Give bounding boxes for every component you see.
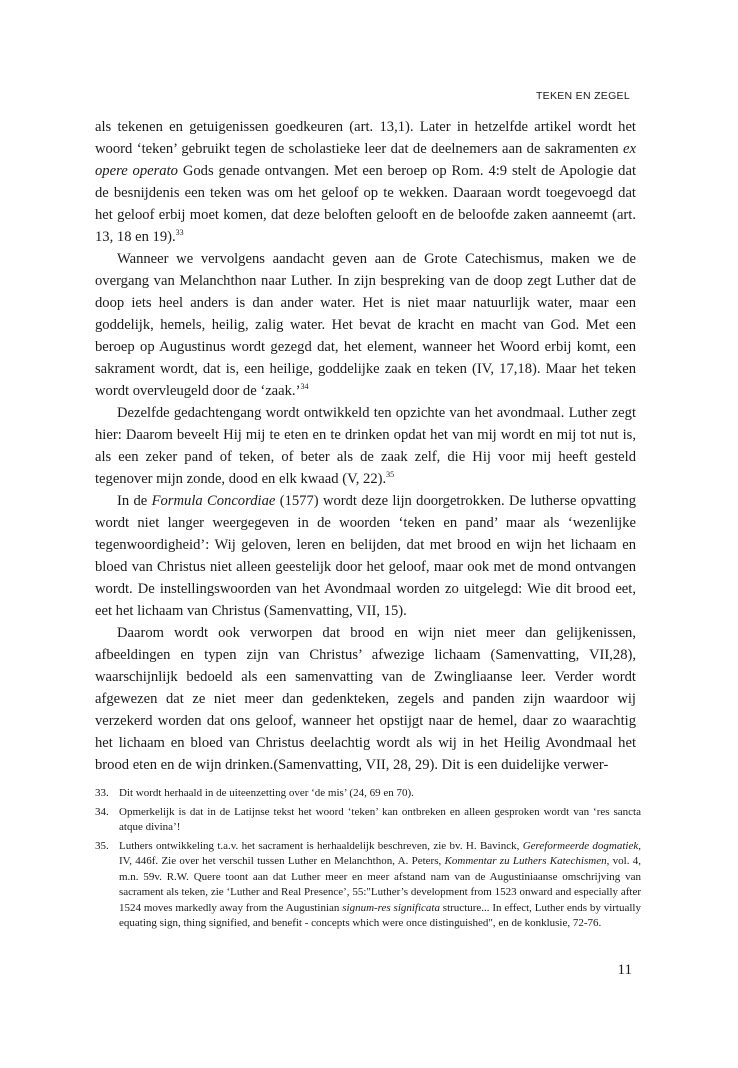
paragraph-3: Dezelfde gedachtengang wordt ontwikkeld ten opzichte van het avondmaal. Luther zegt hier: Daarom beveelt Hij mij te eten en te drinken opdat het van mij wordt en mij tot nut is, als een zeker pand of teken, of beter als de zaak zelf, die Hij voor mij heeft gesteld tegenover mijn zonde, dood en elk kwaad (V, 22).$^{35}$ [95,405,636,487]
footnote-ref-33: 33 [175,228,184,238]
footnotes [95,786,641,935]
footnote-number: 33. [95,787,109,799]
footnote-number: 35. [95,839,109,852]
paragraph-4: In de Formula Concordiae (1577) wordt deze lijn doorgetrokken. De lutherse opvatting wordt niet langer weergegeven in de woorden ‘teken en pand’ maar als ‘wezenlijke tegenwoordigheid’: Wij geloven, leren en belijden, dat met brood en wijn het lichaam en bloed van Christus niet alleen geestelijk door het geloof, maar ook met de mond ontvangen wordt. De instellingswoorden van het Avondmaal worden zo uitgelegd: Wie dit brood eet, eet het lichaam van Christus (Samenvatting, VII, 15). [95,493,636,619]
footnote-35 [95,839,641,932]
paragraph-1: als tekenen en getuigenissen goedkeuren (art. 13,1). Later in hetzelfde artikel wordt het woord ‘teken’ gebruikt tegen de scholastieke leer dat de deelnemers aan de sakramenten ex opere operato Gods genade ontvangen. Met een beroep op Rom. 4:9 stelt de Apologie dat de besnijdenis een teken was om het geloof op te wekken. Daaraan wordt toegevoegd dat het geloof erbij moet komen, dat deze beloften gelooft en de beloofde zaken aanneemt (art. 13, 18 en 19).$^{33}$ [95,119,637,245]
footnote-33 [95,786,641,802]
running-header: TEKEN EN ZEGEL [535,90,630,102]
footnote-text: Opmerkelijk is dat in de Latijnse tekst het woord ‘teken’ kan ontbreken en alleen gesproken wordt van ‘res sancta atque divina’! [119,805,641,833]
body-text [95,116,636,776]
footnote-text: Luthers ontwikkeling t.a.v. het sacrament is herhaaldelijk beschreven, zie bv. H. Bavinck, Gereformeerde dogmatiek, IV, 446f. Zie over het verschil tussen Luther en Melanchthon, A. Peters, Kommentar zu Luthers Katechismen, vol. 4, m.n. 59v. R.W. Quere toont aan dat Luther meer en meer afstand nam van de Augustiniaanse omschrijving van sacrament als teken, zie ‘Luther and Real Presence’, 55:"Luther’s development from 1523 onward and especially after 1524 moves markedly away from the Augustinian signum-res significata structure... In effect, Luther ends by virtually equating sign, thing signified, and benefit - concepts which were once distinguished", en de konklusie, 72-76. [119,839,641,929]
paragraph-2: Wanneer we vervolgens aandacht geven aan de Grote Catechismus, maken we de overgang van Melanchthon naar Luther. In zijn bespreking van de doop zegt Luther dat de doop iets heel anders is dan ander water. Het is niet maar natuurlijk water, maar een goddelijk, hemels, heilig, zalig water. Het bevat de kracht en macht van God. Met een beroep op Augustinus wordt gezegd dat, het element, wanneer het Woord erbij komt, een sakrament wordt, dat is, een heilige, goddelijke zaak en teken (IV, 17,18). Maar het teken wordt overvleugeld door de ‘zaak.’$^{34}$ [95,251,636,399]
footnote-34 [95,805,641,836]
page-number: 11 [617,962,632,978]
footnote-text: Dit wordt herhaald in de uiteenzetting over ‘de mis’ (24, 69 en 70). [119,787,414,799]
footnote-number: 34. [95,805,109,818]
footnote-ref-34: 34 [300,382,309,392]
paragraph-5: Daarom wordt ook verworpen dat brood en wijn niet meer dan gelijkenissen, afbeeldingen en typen zijn van Christus’ afwezige lichaam (Samenvatting, VII,28), waarschijnlijk bedoeld als een samenvatting van de Zwingliaanse leer. Verder wordt afgewezen dat ze niet meer dan gedenkteken, zegels and panden zijn waardoor wij verzekerd worden dat ons geloof, wanneer het opstijgt naar de hemel, daar zo waarachtig het lichaam en bloed van Christus deelachtig wordt als wij in het Heilig Avondmaal het brood eten en de wijn drinken.(Samenvatting, VII, 28, 29). Dit is een duidelijke verwer- [95,625,636,773]
footnote-ref-35: 35 [386,470,395,480]
